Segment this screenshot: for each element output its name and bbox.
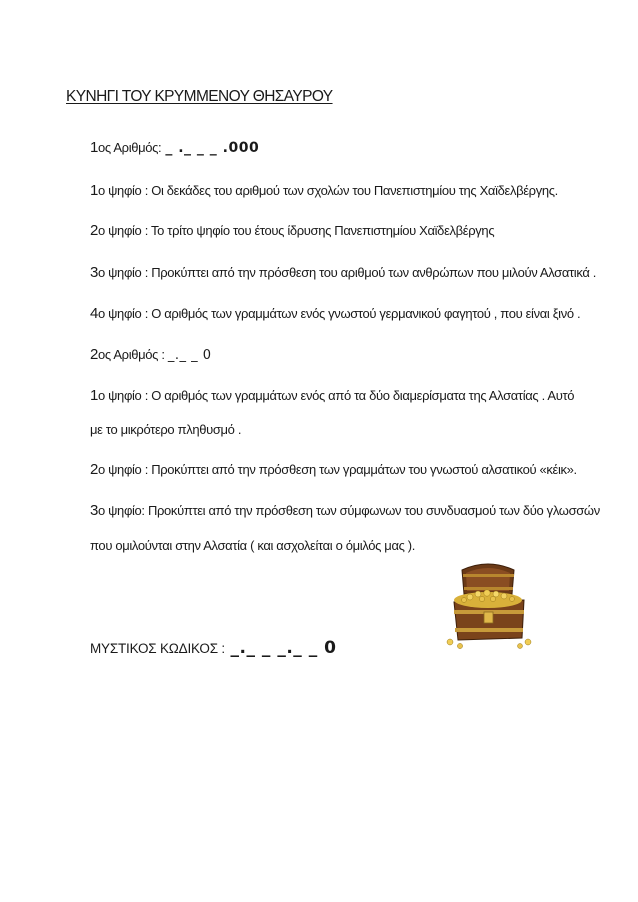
number1-blanks: _ ._ _ _ .000 — [165, 140, 260, 156]
number1-digit-2 — [90, 222, 494, 240]
treasure-chest-icon — [440, 560, 540, 650]
number1-heading — [90, 139, 259, 157]
digit-lead: 1 — [90, 387, 98, 404]
digit-lead: 3 — [90, 264, 98, 281]
number1-digit-3 — [90, 264, 596, 282]
number1-digit-4 — [90, 305, 580, 323]
number2-digit-3 — [90, 502, 600, 520]
page-title: ΚΥΝΗΓΙ ΤΟΥ ΚΡΥΜΜΕΝΟΥ ΘΗΣΑΥΡΟΥ — [66, 88, 333, 105]
number1-digit-1 — [90, 182, 558, 200]
digit-lead: 2 — [90, 222, 98, 239]
number2-digit-1-continuation: με το μικρότερο πληθυσμό . — [90, 422, 242, 437]
number2-heading — [90, 346, 212, 365]
number1-lead: 1 — [90, 139, 98, 156]
digit-lead: 3 — [90, 502, 98, 519]
number2-digit-1 — [90, 387, 574, 405]
digit-text: ο ψηφίο : Ο αριθμός των γραμμάτων ενός γνωστού γερμανικού φαγητού , που είναι ξινό . — [98, 306, 581, 321]
number2-blanks: _._ _ 0 — [167, 348, 212, 363]
digit-text: ο ψηφίο : Προκύπτει από την πρόσθεση των γραμμάτων του γνωστού αλσατικού «κέικ». — [98, 462, 577, 477]
secret-code-blanks: _._ _ _._ _ 0 — [230, 638, 337, 658]
number2-digit-2 — [90, 461, 577, 479]
number2-digit-3-continuation: που ομιλούνται στην Αλσατία ( και ασχολείται ο όμιλός μας ). — [90, 538, 416, 553]
digit-text: ο ψηφίο : Ο αριθμός των γραμμάτων ενός από τα δύο διαμερίσματα της Αλσατίας . Αυτό — [98, 388, 575, 403]
secret-code — [90, 638, 336, 658]
digit-text: ο ψηφίο: Προκύπτει από την πρόσθεση των σύμφωνων του συνδυασμού των δύο γλωσσών — [98, 503, 600, 518]
digit-lead: 2 — [90, 461, 98, 478]
digit-lead: 4 — [90, 305, 98, 322]
digit-text: ο ψηφίο : Οι δεκάδες του αριθμού των σχολών του Πανεπιστημίου της Χαϊδελβέργης. — [98, 183, 558, 198]
digit-lead: 1 — [90, 182, 98, 199]
secret-code-label: ΜΥΣΤΙΚΟΣ ΚΩΔΙΚΟΣ : — [90, 641, 229, 656]
digit-text: ο ψηφίο : Το τρίτο ψηφίο του έτους ίδρυσης Πανεπιστημίου Χαϊδελβέργης — [98, 223, 495, 238]
digit-text: ο ψηφίο : Προκύπτει από την πρόσθεση του αριθμού των ανθρώπων που μιλούν Αλσατικά . — [98, 265, 597, 280]
number1-label: ος Αριθμός: — [98, 140, 162, 155]
number2-lead: 2 — [90, 346, 98, 363]
number2-label: ος Αριθμός : — [98, 347, 168, 362]
